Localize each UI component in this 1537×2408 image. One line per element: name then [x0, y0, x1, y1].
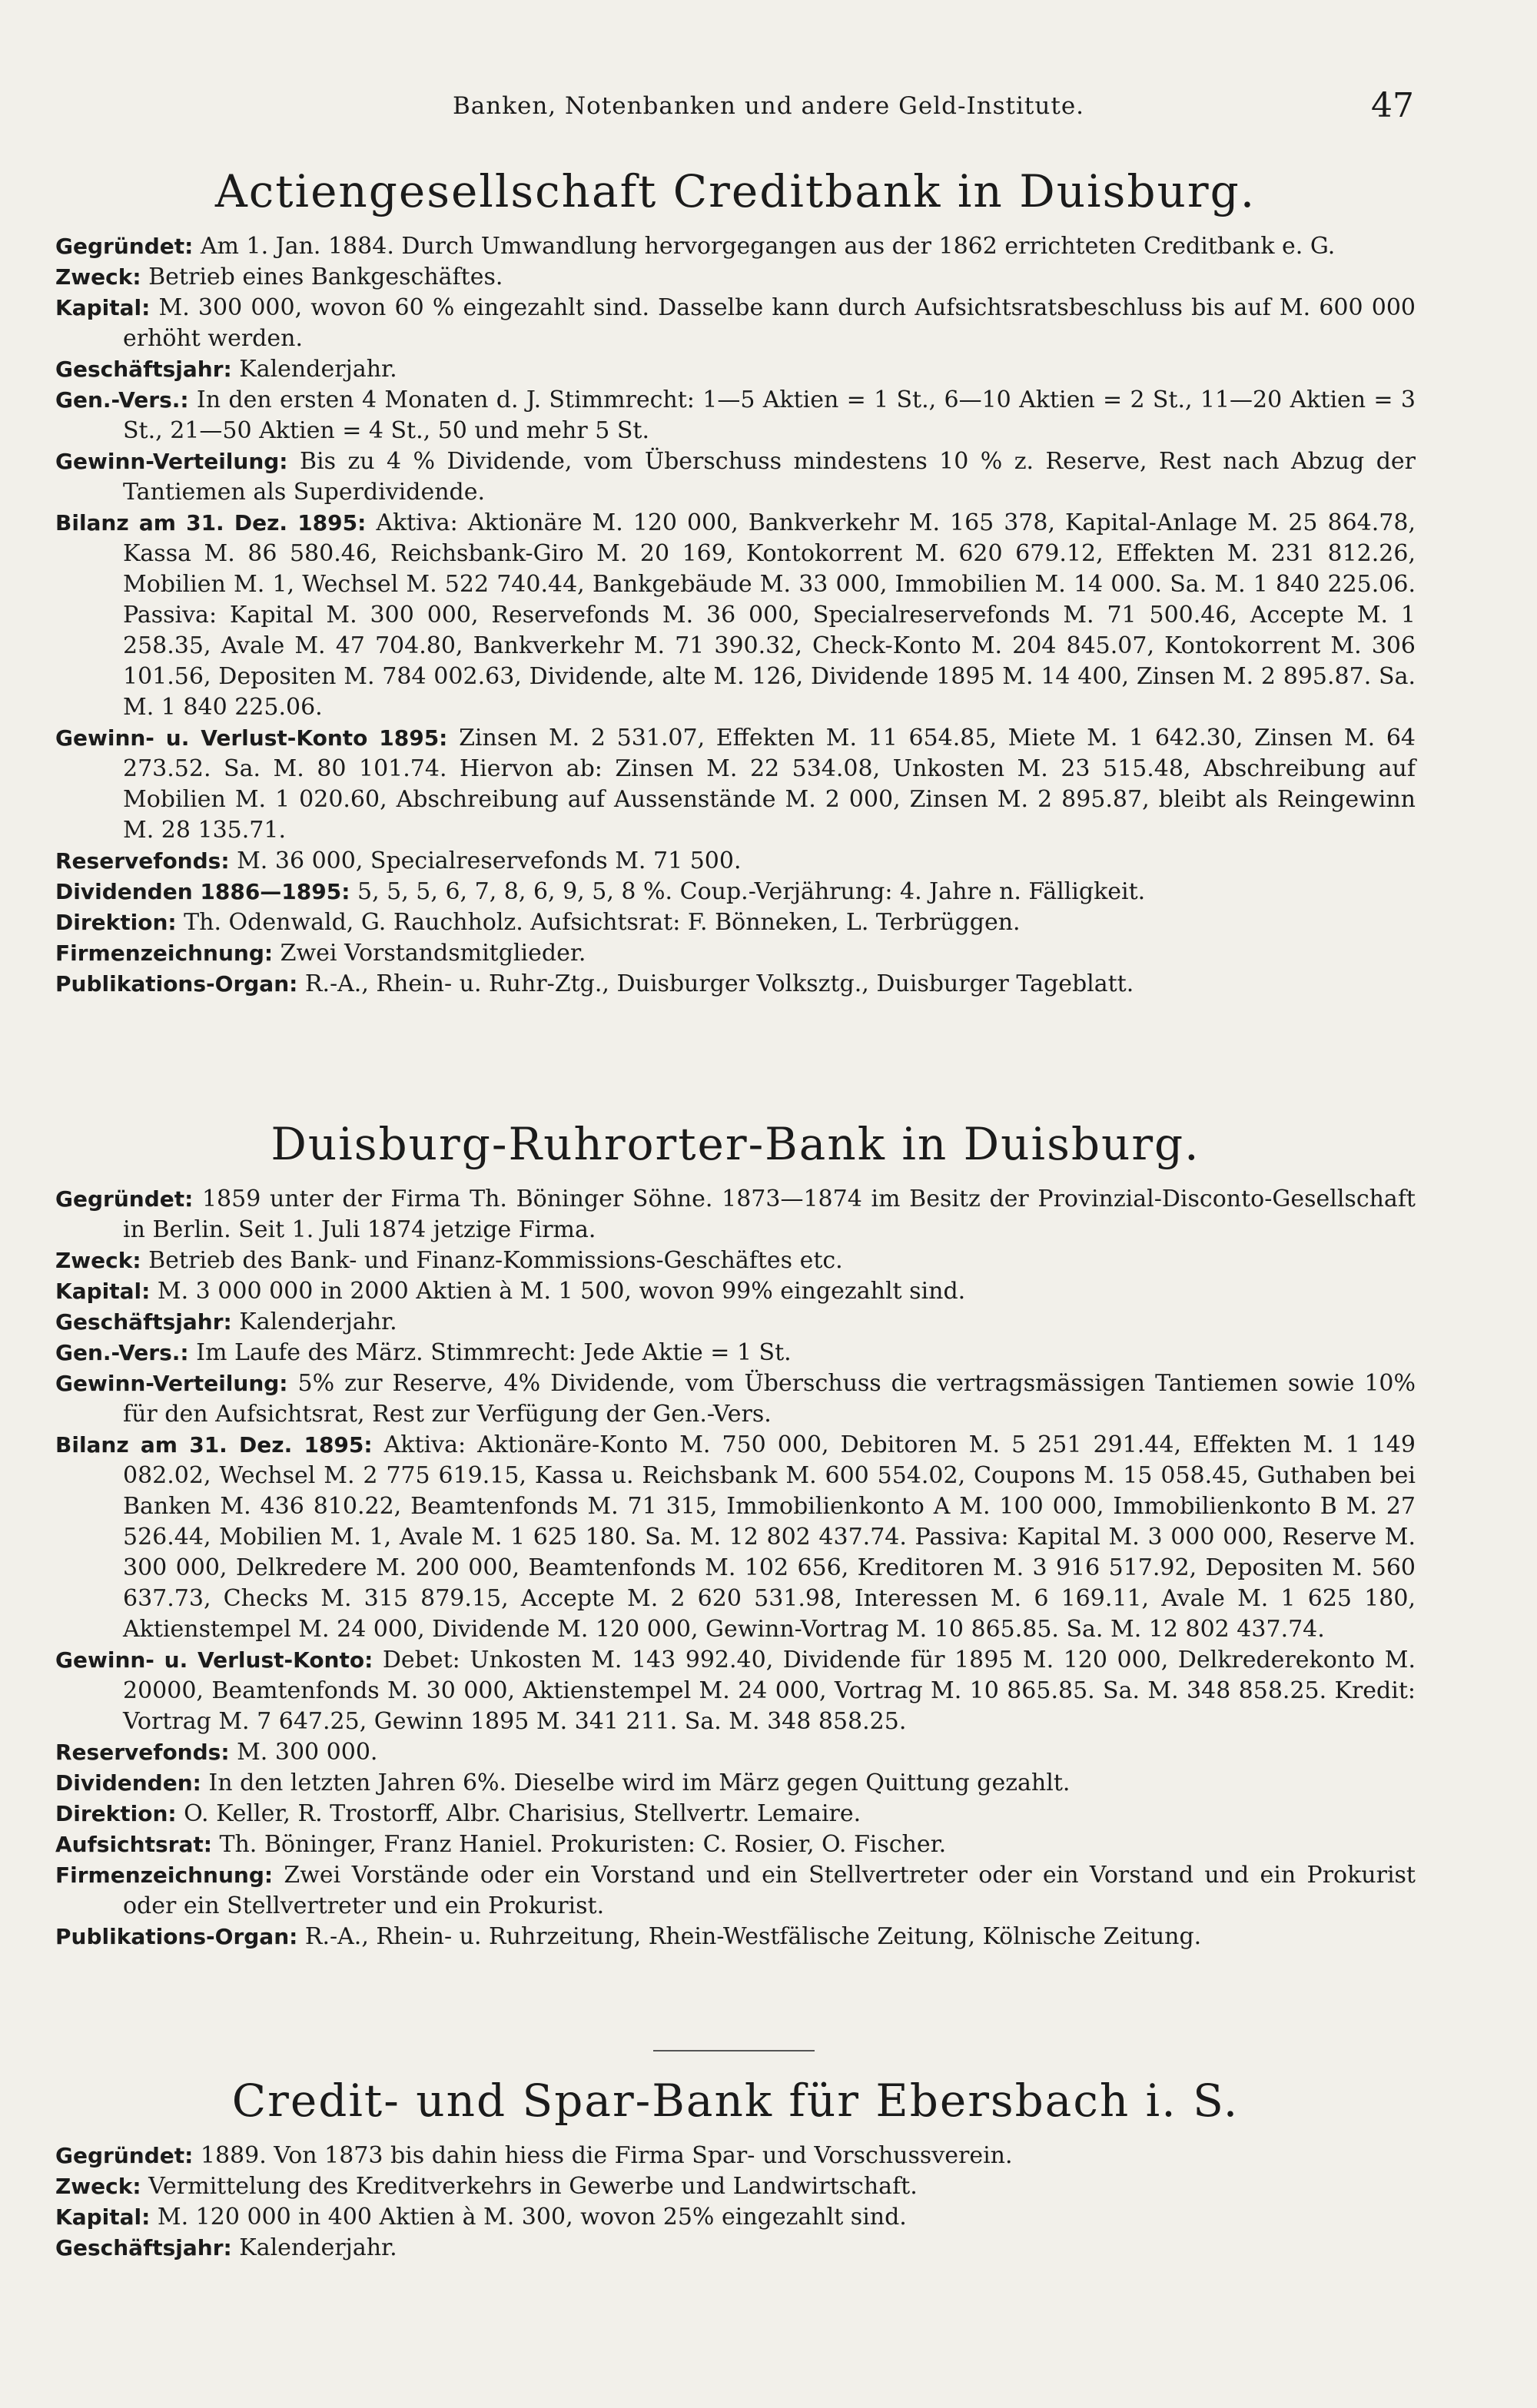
entry-text: Kalenderjahr. — [239, 2234, 397, 2261]
entry-gewinn-verlust — [55, 1645, 1416, 1737]
entry-gen-vers — [55, 1338, 1416, 1368]
entry-publikations-organ — [55, 969, 1416, 1000]
entry-text: Debet: Unkosten M. 143 992.40, Dividende für 1895 M. 120 000, Delkrederekonto M. 20000, Beamtenfonds M. 30 000, Aktienstempel M. 24 000, Vortrag M. 10 865.85. Sa. M. 348 858.25. Kredit: Vortrag M. 7 647.25, Gewinn 1895 M. 341 211. Sa. M. 348 858.25. — [123, 1647, 1416, 1735]
entry-label: Gegründet: — [55, 1186, 194, 1212]
section-title: Credit- und Spar-Bank für Ebersbach i. S. — [231, 2075, 1240, 2127]
entry-label: Gen.-Vers.: — [55, 387, 189, 413]
entry-text: Zinsen M. 2 531.07, Effekten M. 11 654.85, Miete M. 1 642.30, Zinsen M. 64 273.52. Sa. M. 80 101.74. Hiervon ab: Zinsen M. 22 534.08, Unkosten M. 23 515.48, Abschreibung auf Mobilien M. 1 020.60, Abschreibung auf Aussenstände M. 2 000, Zinsen M. 2 895.87, bleibt als Reingewinn M. 28 135.71. — [123, 725, 1416, 844]
entry-label: Geschäftsjahr: — [55, 357, 232, 382]
entry-text: Im Laufe des März. Stimmrecht: Jede Aktie = 1 St. — [196, 1339, 792, 1366]
entry-label: Geschäftsjahr: — [55, 1309, 232, 1335]
entry-text: Th. Böninger, Franz Haniel. Prokuristen: C. Rosier, O. Fischer. — [219, 1831, 947, 1858]
entry-text: M. 300 000. — [237, 1739, 378, 1766]
entry-dividenden — [55, 1768, 1416, 1799]
page-header — [0, 86, 1537, 132]
entry-label: Gewinn-Verteilung: — [55, 449, 288, 474]
entry-zweck — [55, 2171, 1416, 2202]
section-creditbank-duisburg — [55, 165, 1416, 1000]
entry-reservefonds — [55, 846, 1416, 877]
entry-label: Reservefonds: — [55, 848, 230, 874]
entry-gewinn-verteilung — [55, 1368, 1416, 1430]
entry-text: M. 120 000 in 400 Aktien à M. 300, wovon 25% eingezahlt sind. — [157, 2204, 907, 2231]
entry-publikations-organ — [55, 1922, 1416, 1952]
entry-text: R.-A., Rhein- u. Ruhr-Ztg., Duisburger Volksztg., Duisburger Tageblatt. — [304, 970, 1134, 997]
entry-label: Kapital: — [55, 295, 151, 320]
entry-label: Firmenzeichnung: — [55, 940, 274, 966]
entry-geschaeftsjahr — [55, 1307, 1416, 1338]
entry-zweck — [55, 262, 1416, 293]
entry-gegruendet — [55, 2141, 1416, 2171]
entry-label: Bilanz am 31. Dez. 1895: — [55, 1432, 373, 1458]
section-divider — [653, 2050, 815, 2051]
entry-gen-vers — [55, 385, 1416, 446]
section-duisburg-ruhrorter-bank — [55, 1118, 1416, 1952]
entry-text: M. 36 000, Specialreservefonds M. 71 500. — [237, 847, 742, 874]
entry-label: Bilanz am 31. Dez. 1895: — [55, 510, 367, 536]
entry-label: Gegründet: — [55, 2143, 194, 2168]
entry-text: Zwei Vorstände oder ein Vorstand und ein Stellvertreter oder ein Vorstand und ein Prokurist oder ein Stellvertreter und ein Prokurist. — [123, 1862, 1416, 1919]
running-head: Banken, Notenbanken und andere Geld-Institute. — [452, 92, 1085, 120]
entry-gegruendet — [55, 231, 1416, 262]
entry-text: In den letzten Jahren 6%. Dieselbe wird im März gegen Quittung gezahlt. — [208, 1770, 1071, 1796]
entry-text: M. 300 000, wovon 60 % eingezahlt sind. Dasselbe kann durch Aufsichtsratsbeschluss bis auf M. 600 000 erhöht werden. — [123, 294, 1416, 352]
entry-firmenzeichnung — [55, 938, 1416, 969]
section-title: Duisburg-Ruhrorter-Bank in Duisburg. — [271, 1118, 1200, 1170]
section-title: Actiengesellschaft Creditbank in Duisburg. — [214, 165, 1256, 217]
entry-label: Firmenzeichnung: — [55, 1862, 274, 1888]
entry-label: Zweck: — [55, 264, 141, 290]
entry-geschaeftsjahr — [55, 354, 1416, 385]
entry-text: Aktiva: Aktionäre-Konto M. 750 000, Debitoren M. 5 251 291.44, Effekten M. 1 149 082.02, Wechsel M. 2 775 619.15, Kassa u. Reichsbank M. 600 554.02, Coupons M. 15 058.45, Guthaben bei Banken M. 436 810.22, Beamtenfonds M. 71 315, Immobilienkonto A M. 100 000, Immobilienkonto B M. 27 526.44, Mobilien M. 1, Avale M. 1 625 180. Sa. M. 12 802 437.74. Passiva: Kapital M. 3 000 000, Reserve M. 300 000, Delkredere M. 200 000, Beamtenfonds M. 102 656, Kreditoren M. 3 916 517.92, Depositen M. 560 637.73, Checks M. 315 879.15, Accepte M. 2 620 531.98, Interessen M. 6 169.11, Avale M. 1 625 180, Aktienstempel M. 24 000, Dividende M. 120 000, Gewinn-Vortrag M. 10 865.85. Sa. M. 12 802 437.74. — [123, 1431, 1416, 1643]
entry-label: Zweck: — [55, 2174, 141, 2199]
entry-label: Direktion: — [55, 1801, 177, 1826]
entry-label: Gen.-Vers.: — [55, 1340, 189, 1365]
entry-bilanz — [55, 508, 1416, 723]
entry-direktion — [55, 1799, 1416, 1829]
entry-text: O. Keller, R. Trostorff, Albr. Charisius, Stellvertr. Lemaire. — [184, 1800, 861, 1827]
entry-firmenzeichnung — [55, 1860, 1416, 1922]
entry-text: 5, 5, 5, 6, 7, 8, 6, 9, 5, 8 %. Coup.-Verjährung: 4. Jahre n. Fälligkeit. — [357, 878, 1146, 905]
entry-text: Vermittelung des Kreditverkehrs in Gewerbe und Landwirtschaft. — [148, 2173, 918, 2200]
entry-geschaeftsjahr — [55, 2233, 1416, 2264]
entry-direktion — [55, 907, 1416, 938]
entry-label: Reservefonds: — [55, 1740, 230, 1765]
entry-zweck — [55, 1245, 1416, 1276]
entry-text: Betrieb eines Bankgeschäftes. — [148, 264, 503, 290]
entry-label: Dividenden: — [55, 1770, 201, 1796]
entry-text: Bis zu 4 % Dividende, vom Überschuss mindestens 10 % z. Reserve, Rest nach Abzug der Tantiemen als Superdividende. — [123, 448, 1416, 506]
entry-text: Kalenderjahr. — [239, 1308, 397, 1335]
section-credit-spar-bank-ebersbach — [55, 2075, 1416, 2264]
entry-aufsichtsrat — [55, 1829, 1416, 1860]
entry-reservefonds — [55, 1737, 1416, 1768]
entry-text: Zwei Vorstandsmitglieder. — [280, 940, 586, 967]
entry-label: Zweck: — [55, 1248, 141, 1273]
entry-text: Kalenderjahr. — [239, 356, 397, 383]
entry-label: Kapital: — [55, 1279, 151, 1304]
entry-bilanz — [55, 1430, 1416, 1645]
entry-text: In den ersten 4 Monaten d. J. Stimmrecht: 1—5 Aktien = 1 St., 6—10 Aktien = 2 St., 11—20 Aktien = 3 St., 21—50 Aktien = 4 St., 50 und mehr 5 St. — [123, 386, 1416, 444]
entry-text: 1889. Von 1873 bis dahin hiess die Firma Spar- und Vorschussverein. — [200, 2142, 1013, 2169]
entry-label: Kapital: — [55, 2204, 151, 2230]
entry-text: R.-A., Rhein- u. Ruhrzeitung, Rhein-Westfälische Zeitung, Kölnische Zeitung. — [304, 1923, 1202, 1950]
page-number: 47 — [1371, 86, 1414, 125]
entry-text: 1859 unter der Firma Th. Böninger Söhne. 1873—1874 im Besitz der Provinzial-Disconto-Gesellschaft in Berlin. Seit 1. Juli 1874 jetzige Firma. — [123, 1186, 1416, 1243]
entry-label: Gewinn- u. Verlust-Konto: — [55, 1647, 373, 1673]
entry-label: Gewinn-Verteilung: — [55, 1371, 288, 1396]
entry-text: Th. Odenwald, G. Rauchholz. Aufsichtsrat: F. Bönneken, L. Terbrüggen. — [184, 909, 1021, 936]
entry-text: 5% zur Reserve, 4% Dividende, vom Überschuss die vertragsmässigen Tantiemen sowie 10% für den Aufsichtsrat, Rest zur Verfügung der Gen.-Vers. — [123, 1370, 1416, 1428]
entry-label: Publikations-Organ: — [55, 971, 298, 997]
entry-label: Dividenden 1886—1895: — [55, 879, 350, 904]
entry-text: M. 3 000 000 in 2000 Aktien à M. 1 500, wovon 99% eingezahlt sind. — [157, 1278, 966, 1305]
entry-label: Geschäftsjahr: — [55, 2235, 232, 2260]
entry-gewinn-verteilung — [55, 446, 1416, 508]
entry-text: Am 1. Jan. 1884. Durch Umwandlung hervorgegangen aus der 1862 errichteten Creditbank e. G. — [200, 233, 1336, 260]
entry-label: Publikations-Organ: — [55, 1924, 298, 1949]
entry-gegruendet — [55, 1184, 1416, 1245]
entry-dividenden — [55, 877, 1416, 907]
entry-kapital — [55, 2202, 1416, 2233]
entry-kapital — [55, 1276, 1416, 1307]
entry-label: Gewinn- u. Verlust-Konto 1895: — [55, 725, 448, 751]
entry-label: Aufsichtsrat: — [55, 1832, 212, 1857]
entry-kapital — [55, 293, 1416, 354]
entry-label: Direktion: — [55, 910, 177, 935]
entry-text: Aktiva: Aktionäre M. 120 000, Bankverkehr M. 165 378, Kapital-Anlage M. 25 864.78, Kassa M. 86 580.46, Reichsbank-Giro M. 20 169, Kontokorrent M. 620 679.12, Effekten M. 231 812.26, Mobilien M. 1, Wechsel M. 522 740.44, Bankgebäude M. 33 000, Immobilien M. 14 000. Sa. M. 1 840 225.06. Passiva: Kapital M. 300 000, Reservefonds M. 36 000, Specialreservefonds M. 71 500.46, Accepte M. 1 258.35, Avale M. 47 704.80, Bankverkehr M. 71 390.32, Check-Konto M. 204 845.07, Kontokorrent M. 306 101.56, Depositen M. 784 002.63, Dividende, alte M. 126, Dividende 1895 M. 14 400, Zinsen M. 2 895.87. Sa. M. 1 840 225.06. — [123, 509, 1416, 721]
entry-text: Betrieb des Bank- und Finanz-Kommissions-Geschäftes etc. — [148, 1247, 843, 1274]
entry-gewinn-verlust — [55, 723, 1416, 846]
entry-label: Gegründet: — [55, 234, 194, 259]
